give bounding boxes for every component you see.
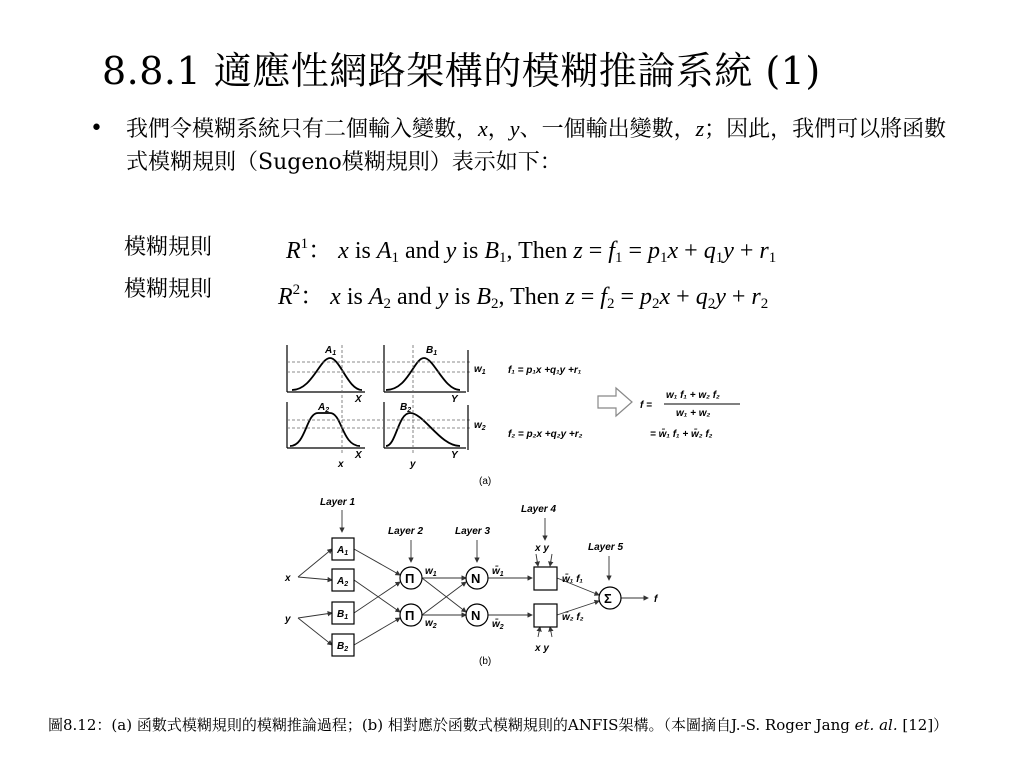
rule-sub: 1 (499, 250, 507, 266)
rule-and: and (397, 284, 432, 310)
output-f: f (654, 594, 658, 605)
label-sub: 1 (481, 369, 486, 376)
edge (298, 577, 332, 580)
rule-set-A: A (376, 238, 392, 264)
layer-5-label: Layer 5 (588, 542, 624, 553)
rule-is: is (454, 284, 471, 310)
layer-1-label: Layer 1 (320, 497, 356, 508)
rule-is: is (346, 284, 363, 310)
rule-sub: 1 (768, 250, 777, 266)
label-x: x (338, 459, 344, 470)
edge-label-sub: 1 (432, 571, 437, 578)
xy-label-bottom: x y (535, 643, 549, 654)
rule-sub: 2 (491, 296, 499, 312)
rule-sub: 2 (383, 296, 392, 312)
page-title: 8.8.1 適應性網路架構的模糊推論系統 (1) (102, 49, 821, 93)
edge (422, 578, 466, 612)
output-label-1: w̄₁ f₁ (562, 574, 583, 585)
rule-var-z: z (565, 284, 575, 310)
label-X-bottom: X (355, 450, 362, 461)
label-Y-bottom: Y (451, 450, 458, 461)
label-X-top: X (355, 394, 362, 405)
node-label-B2: B (337, 641, 345, 652)
rule-sub: 2 (707, 296, 716, 312)
edge (298, 613, 332, 618)
rule-var-x: x (667, 238, 679, 264)
label-y: y (410, 459, 416, 470)
caption-prefix: 圖8.12：(a) 函數式模糊規則的模糊推論過程；(b) 相對應於函數式模糊規則的ANFIS架構。（本圖摘自J.-S. Roger Jang (48, 716, 855, 734)
label-sub: 2 (481, 425, 486, 432)
edge (298, 618, 332, 645)
svg-text:B1 (426, 345, 437, 357)
label-sub: 1 (332, 350, 337, 357)
input-x: x (285, 573, 291, 584)
node-label-sub: 2 (344, 581, 349, 588)
label-B2: B (400, 402, 408, 413)
label-sub: 2 (407, 407, 412, 414)
node-label-A1: A (337, 545, 345, 556)
edge (298, 549, 332, 577)
f2-equation: f₂ = p₂x +q₂y +r₂ (508, 429, 583, 440)
layer-3-label: Layer 3 (455, 526, 491, 537)
svg-text:w̄1 (492, 565, 504, 578)
edge-label-sub: 2 (432, 623, 437, 630)
rule-sub: 1 (715, 250, 724, 266)
rule-var-y: y (715, 284, 726, 310)
rule-1-formula: $R^1$： x is $A_1$ and y is $B_1$, Then $z = f_1 = p_1x + q_1y + r_1$ (286, 236, 777, 266)
rule-set-B: B (476, 284, 492, 310)
label-B1: B (426, 345, 434, 356)
svg-text:A2 (317, 402, 329, 414)
network-labels (284, 497, 659, 667)
rule-var-z: z (573, 238, 583, 264)
rule-f: f (608, 238, 615, 264)
edge-label-wbar1: w̄ (492, 566, 500, 577)
layer-2-label: Layer 2 (388, 526, 424, 537)
rule-2-formula: $R^2$： x is $A_2$ and y is $B_2$, Then $z = f_2 = p_2x + q_2y + r_2$ (278, 282, 769, 312)
subfigure-label-b: (b) (479, 656, 492, 667)
var-x: x (478, 116, 488, 141)
rule-index: 2 (292, 282, 301, 298)
bullet-text-c: ；因此，我們可以將函數式模糊規則（Sugeno模糊規則）表示如下： (126, 117, 947, 175)
edge-label-w2: w (425, 618, 433, 629)
label-w2: w (474, 420, 482, 431)
edge-label-sub: 2 (499, 624, 504, 631)
rule-R: R (286, 238, 301, 264)
node-layer4-1 (534, 567, 557, 590)
svg-text:w1 (474, 364, 486, 376)
rule-var-x: x (338, 238, 349, 264)
rule-is: is (354, 238, 371, 264)
rule-r: r (751, 284, 761, 310)
rule-r: r (759, 238, 769, 264)
xy-label-top: x y (535, 543, 549, 554)
rule-var-x: x (330, 284, 341, 310)
rule-sub: 2 (652, 296, 660, 312)
edge (354, 580, 400, 612)
label-A1: A (325, 345, 333, 356)
node-label-A2: A (337, 576, 345, 587)
rule-var-x: x (659, 284, 671, 310)
rule-then: Then (510, 284, 560, 310)
rule-var-y: y (445, 238, 457, 264)
rule-set-B: B (484, 238, 500, 264)
svg-text:w1 (425, 566, 437, 578)
edge (538, 627, 540, 637)
svg-text:w2 (474, 420, 486, 432)
svg-text:w2 (425, 618, 437, 630)
bullet-marker: • (90, 116, 103, 141)
rule-sub: 1 (614, 250, 623, 266)
var-y: y (509, 116, 520, 141)
edge (354, 549, 400, 575)
rule-2-label: 模糊規則 (124, 277, 213, 302)
pi-symbol: Π (405, 571, 415, 586)
input-y: y (285, 614, 291, 625)
rule-p: p (648, 238, 661, 264)
label-Y-top: Y (451, 394, 458, 405)
f-equation-lhs: f = (640, 400, 652, 411)
node-label-sub: 2 (344, 646, 349, 653)
rule-index: 1 (300, 236, 309, 252)
caption-suffix: [12]） (897, 716, 949, 734)
node-label-B1: B (337, 609, 345, 620)
rule-p: p (640, 284, 653, 310)
f1-equation: f₁ = p₁x +q₁y +r₁ (508, 365, 582, 376)
rule-R: R (278, 284, 293, 310)
rule-then: Then (518, 238, 568, 264)
label-sub: 2 (325, 407, 330, 414)
arrow-icon (598, 388, 632, 416)
edge (550, 627, 552, 637)
rule-is: is (462, 238, 479, 264)
edge (536, 554, 538, 566)
subfigure-label-a: (a) (479, 476, 492, 487)
rule-var-y: y (723, 238, 734, 264)
svg-text:A1 (324, 345, 336, 357)
mf-labels (317, 345, 720, 487)
edge (422, 582, 466, 615)
node-layer4-2 (534, 604, 557, 627)
output-label-2: w̄₂ f₂ (562, 612, 584, 623)
rule-set-A: A (368, 284, 384, 310)
bullet-text-a: 我們令模糊系統只有二個輸入變數， (126, 117, 479, 142)
rule-sub: 1 (660, 250, 668, 266)
f-equation-normalized: = w̄₁ f₁ + w̄₂ f₂ (650, 429, 713, 440)
sigma-symbol: Σ (604, 591, 612, 606)
label-A2: A (318, 402, 326, 413)
label-sub: 1 (433, 350, 438, 357)
edge (550, 554, 552, 566)
bullet-text-b: 、一個輸出變數， (519, 117, 696, 142)
edge (354, 618, 400, 645)
edge-label-w1: w (425, 566, 433, 577)
node-label-sub: 1 (344, 550, 349, 557)
f-equation-denominator: w₁ + w₂ (676, 408, 711, 419)
layer-4-label: Layer 4 (521, 504, 557, 515)
edge (354, 582, 400, 613)
bullet-sep: ， (487, 117, 510, 142)
mf-curve-A1 (292, 358, 362, 390)
edge-label-wbar2: w̄ (492, 619, 500, 630)
svg-text:B2 (400, 402, 411, 414)
f-equation-numerator: w₁ f₁ + w₂ f₂ (666, 390, 720, 401)
rule-sub: 2 (760, 296, 769, 312)
node-label-sub: 1 (344, 614, 349, 621)
var-z: z (695, 116, 705, 141)
rule-1-label: 模糊規則 (124, 235, 213, 260)
pi-symbol: Π (405, 608, 415, 623)
mf-curve-A2 (290, 413, 360, 446)
rule-and: and (405, 238, 440, 264)
edge-label-sub: 1 (499, 571, 504, 578)
label-w1: w (474, 364, 482, 375)
rule-q: q (695, 284, 708, 310)
norm-symbol: N (471, 571, 481, 586)
figure-caption (48, 714, 948, 735)
rule-sub: 1 (391, 250, 400, 266)
rule-var-y: y (437, 284, 449, 310)
rule-sub: 2 (606, 296, 615, 312)
svg-text:w̄2 (492, 618, 504, 631)
caption-etal: et. al. (854, 716, 898, 734)
mf-curve-B2 (386, 413, 460, 446)
norm-symbol: N (471, 608, 481, 623)
rule-q: q (703, 238, 716, 264)
rule-f: f (600, 284, 607, 310)
mf-curve-B1 (386, 358, 460, 390)
